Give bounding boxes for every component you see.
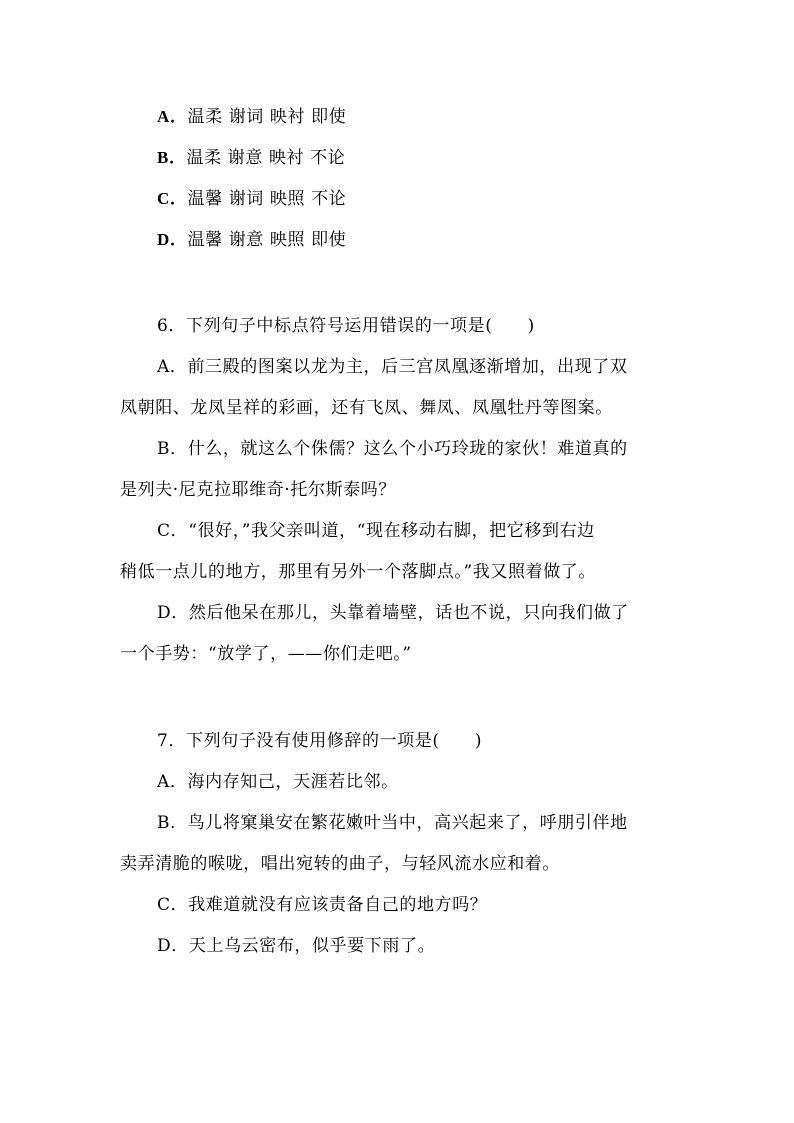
q6-option-c-line2: 稍低一点儿的地方，那里有另外一个落脚点。”我又照着做了。 [120,562,596,582]
q6-option-a-line1: A．前三殿的图案以龙为主，后三宫凤凰逐渐增加，出现了双 [157,357,628,377]
q7-option-c: C．我难道就没有应该责备自己的地方吗？ [157,895,488,915]
q5-option-b-text: 温柔 谢意 映衬 不论 [186,148,346,168]
q5-option-a-text: 温柔 谢词 映衬 即使 [187,107,347,127]
q7-option-d: D．天上乌云密布，似乎要下雨了。 [157,936,436,956]
q7-option-b-line1: B．鸟儿将窠巢安在繁花嫩叶当中，高兴起来了，呼朋引伴地 [157,813,628,833]
q6-option-b-line1: B．什么，就这么个侏儒？这么个小巧玲珑的家伙！难道真的 [157,439,628,459]
q5-option-c [157,189,346,209]
q7-stem: 7．下列句子没有使用修辞的一项是( ) [157,731,483,751]
q5-option-b-label: B． [157,148,187,167]
q5-option-d [157,230,346,250]
q6-option-d-line2: 一个手势：“放学了，——你们走吧。” [120,644,412,664]
q5-option-c-text: 温馨 谢词 映照 不论 [187,189,347,209]
q5-option-a-label: A． [157,107,188,126]
q5-option-c-label: C． [157,189,188,208]
q5-option-b [157,148,345,168]
q7-option-a: A．海内存知己，天涯若比邻。 [157,772,399,792]
q6-stem: 6．下列句子中标点符号运用错误的一项是( ) [157,316,535,336]
q5-option-d-label: D． [157,230,188,249]
q6-option-c-line1: C．“很好，”我父亲叫道，“现在移动右脚，把它移到右边 [157,521,595,541]
q6-option-a-line2: 凤朝阳、龙凤呈祥的彩画，还有飞凤、舞凤、凤凰牡丹等图案。 [120,398,613,418]
q5-option-d-text: 温馨 谢意 映照 即使 [187,230,347,250]
q6-option-b-line2: 是列夫·尼克拉耶维奇·托尔斯泰吗？ [120,480,397,500]
q6-option-d-line1: D．然后他呆在那儿，头靠着墙壁，话也不说，只向我们做了 [157,603,629,623]
q7-option-b-line2: 卖弄清脆的喉咙，唱出宛转的曲子，与轻风流水应和着。 [120,854,560,874]
q5-option-a [157,107,346,127]
